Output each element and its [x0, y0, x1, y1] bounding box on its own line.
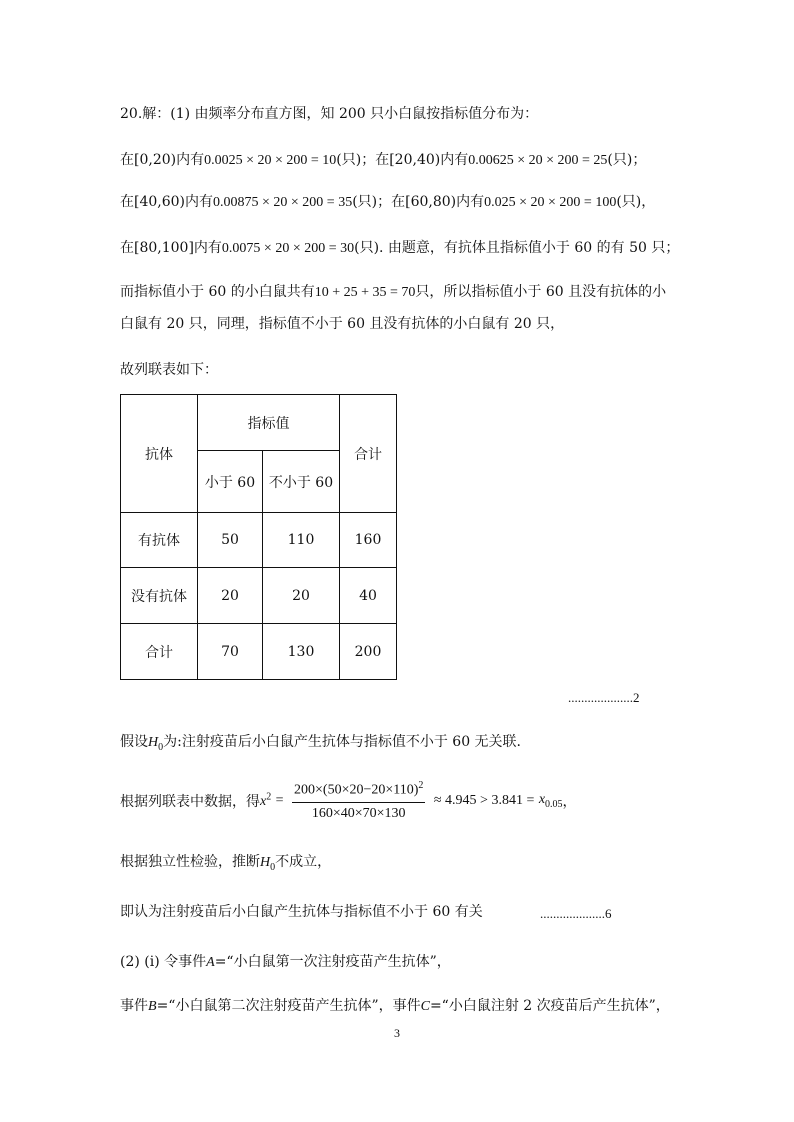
part2-line-1 [120, 952, 451, 973]
part2-line-2 [120, 996, 670, 1017]
text: (只)， [616, 194, 656, 210]
table-row [121, 624, 397, 680]
text: 不成立， [275, 854, 332, 870]
conclusion-line: 即认为注射疫苗后小白鼠产生抗体与指标值不小于 60 有关 [120, 904, 483, 920]
cell: 110 [263, 513, 340, 568]
text: (只)； [607, 152, 647, 168]
text: =“小白鼠第一次注射疫苗产生抗体”， [214, 954, 451, 970]
equals: = [275, 792, 284, 808]
event-a: A [206, 955, 215, 970]
group-header-cell: 指标值 [198, 395, 340, 451]
table-row [121, 568, 397, 624]
distribution-line-4 [120, 282, 666, 303]
text: 只，所以指标值小于 60 且没有抗体的小 [415, 284, 667, 300]
result-text: ≈ 4.945 > 3.841 = [433, 792, 535, 808]
h0-subscript: 0 [158, 741, 164, 753]
text: 为:注射疫苗后小白鼠产生抗体与指标值不小于 60 无关联. [163, 734, 522, 750]
cell: 20 [263, 568, 340, 624]
text: 在[0,20)内有 [120, 152, 205, 168]
total-header-cell: 合计 [340, 395, 397, 513]
x-sub: 0.05 [545, 799, 563, 811]
chi-square-line [120, 780, 577, 822]
expression: 0.025 × 20 × 200 = 100 [484, 195, 617, 210]
hypothesis-line [120, 732, 521, 758]
text: 假设 [120, 734, 148, 750]
distribution-line-5: 白鼠有 20 只，同理，指标值不小于 60 且没有抗体的小白鼠有 20 只， [120, 316, 565, 332]
table-intro: 故列联表如下： [120, 362, 218, 378]
contingency-table [120, 394, 397, 680]
critical-value [538, 791, 563, 811]
text: (只). 由题意，有抗体且指标值小于 60 的有 50 只； [354, 240, 680, 256]
chi-exp: 2 [266, 791, 272, 803]
expression: 0.00875 × 20 × 200 = 35 [213, 195, 353, 210]
cell: 160 [340, 513, 397, 568]
fraction-numerator [292, 780, 425, 803]
cell: 40 [340, 568, 397, 624]
chi-square-symbol [260, 793, 271, 809]
chi-var: x [260, 794, 267, 810]
expression: 0.00625 × 20 × 200 = 25 [468, 153, 608, 168]
inference-line [120, 852, 331, 878]
page-number: 3 [394, 1026, 400, 1040]
row-header-cell: 抗体 [121, 395, 198, 513]
distribution-line-3 [120, 238, 679, 259]
text: 事件 [120, 998, 148, 1014]
h0-symbol: H [148, 735, 159, 750]
expression: 0.0075 × 20 × 200 = 30 [221, 241, 355, 256]
text: 而指标值小于 60 的小白鼠共有 [120, 284, 315, 300]
cell: 50 [198, 513, 263, 568]
chi-square-fraction [292, 780, 425, 822]
row-label: 合计 [121, 624, 198, 680]
text: (只)；在[20,40)内有 [336, 152, 469, 168]
x-var: x [538, 792, 546, 808]
event-b: B [148, 999, 157, 1014]
row-label: 有抗体 [121, 513, 198, 568]
row-label: 没有抗体 [121, 568, 198, 624]
text: =“小白鼠注射 2 次疫苗后产生抗体”， [429, 998, 670, 1014]
event-c: C [420, 999, 430, 1014]
distribution-line-1 [120, 150, 646, 171]
text: 在[40,60)内有 [120, 194, 214, 210]
text: 根据独立性检验，推断 [120, 854, 260, 870]
cell: 20 [198, 568, 263, 624]
expression: 10 + 25 + 35 = 70 [314, 285, 416, 300]
col-header-not-less-60: 不小于 60 [263, 451, 340, 513]
text: 在[80,100]内有 [120, 240, 222, 256]
solution-intro: 20.解：(1) 由频率分布直方图，知 200 只小白鼠按指标值分布为： [120, 106, 539, 122]
h0-subscript: 0 [270, 861, 276, 873]
text: 根据列联表中数据，得 [120, 793, 260, 810]
cell: 70 [198, 624, 263, 680]
text: =“小白鼠第二次注射疫苗产生抗体”，事件 [156, 998, 421, 1014]
cell: 200 [340, 624, 397, 680]
score-marker-6: ....................6 [540, 906, 612, 921]
text: (只)；在[60,80)内有 [352, 194, 485, 210]
table-row [121, 513, 397, 568]
cell: 130 [263, 624, 340, 680]
h0-symbol: H [260, 855, 271, 870]
numerator-text: 200×(50×20−20×110) [294, 782, 419, 798]
text: ， [562, 793, 577, 810]
numerator-exp: 2 [418, 780, 424, 791]
col-header-less-60: 小于 60 [198, 451, 263, 513]
distribution-line-2 [120, 192, 655, 213]
fraction-denominator: 160×40×70×130 [311, 805, 406, 821]
score-marker-2: ....................2 [568, 690, 640, 705]
expression: 0.0025 × 20 × 200 = 10 [204, 153, 337, 168]
text: (2) (i) 令事件 [120, 954, 207, 970]
